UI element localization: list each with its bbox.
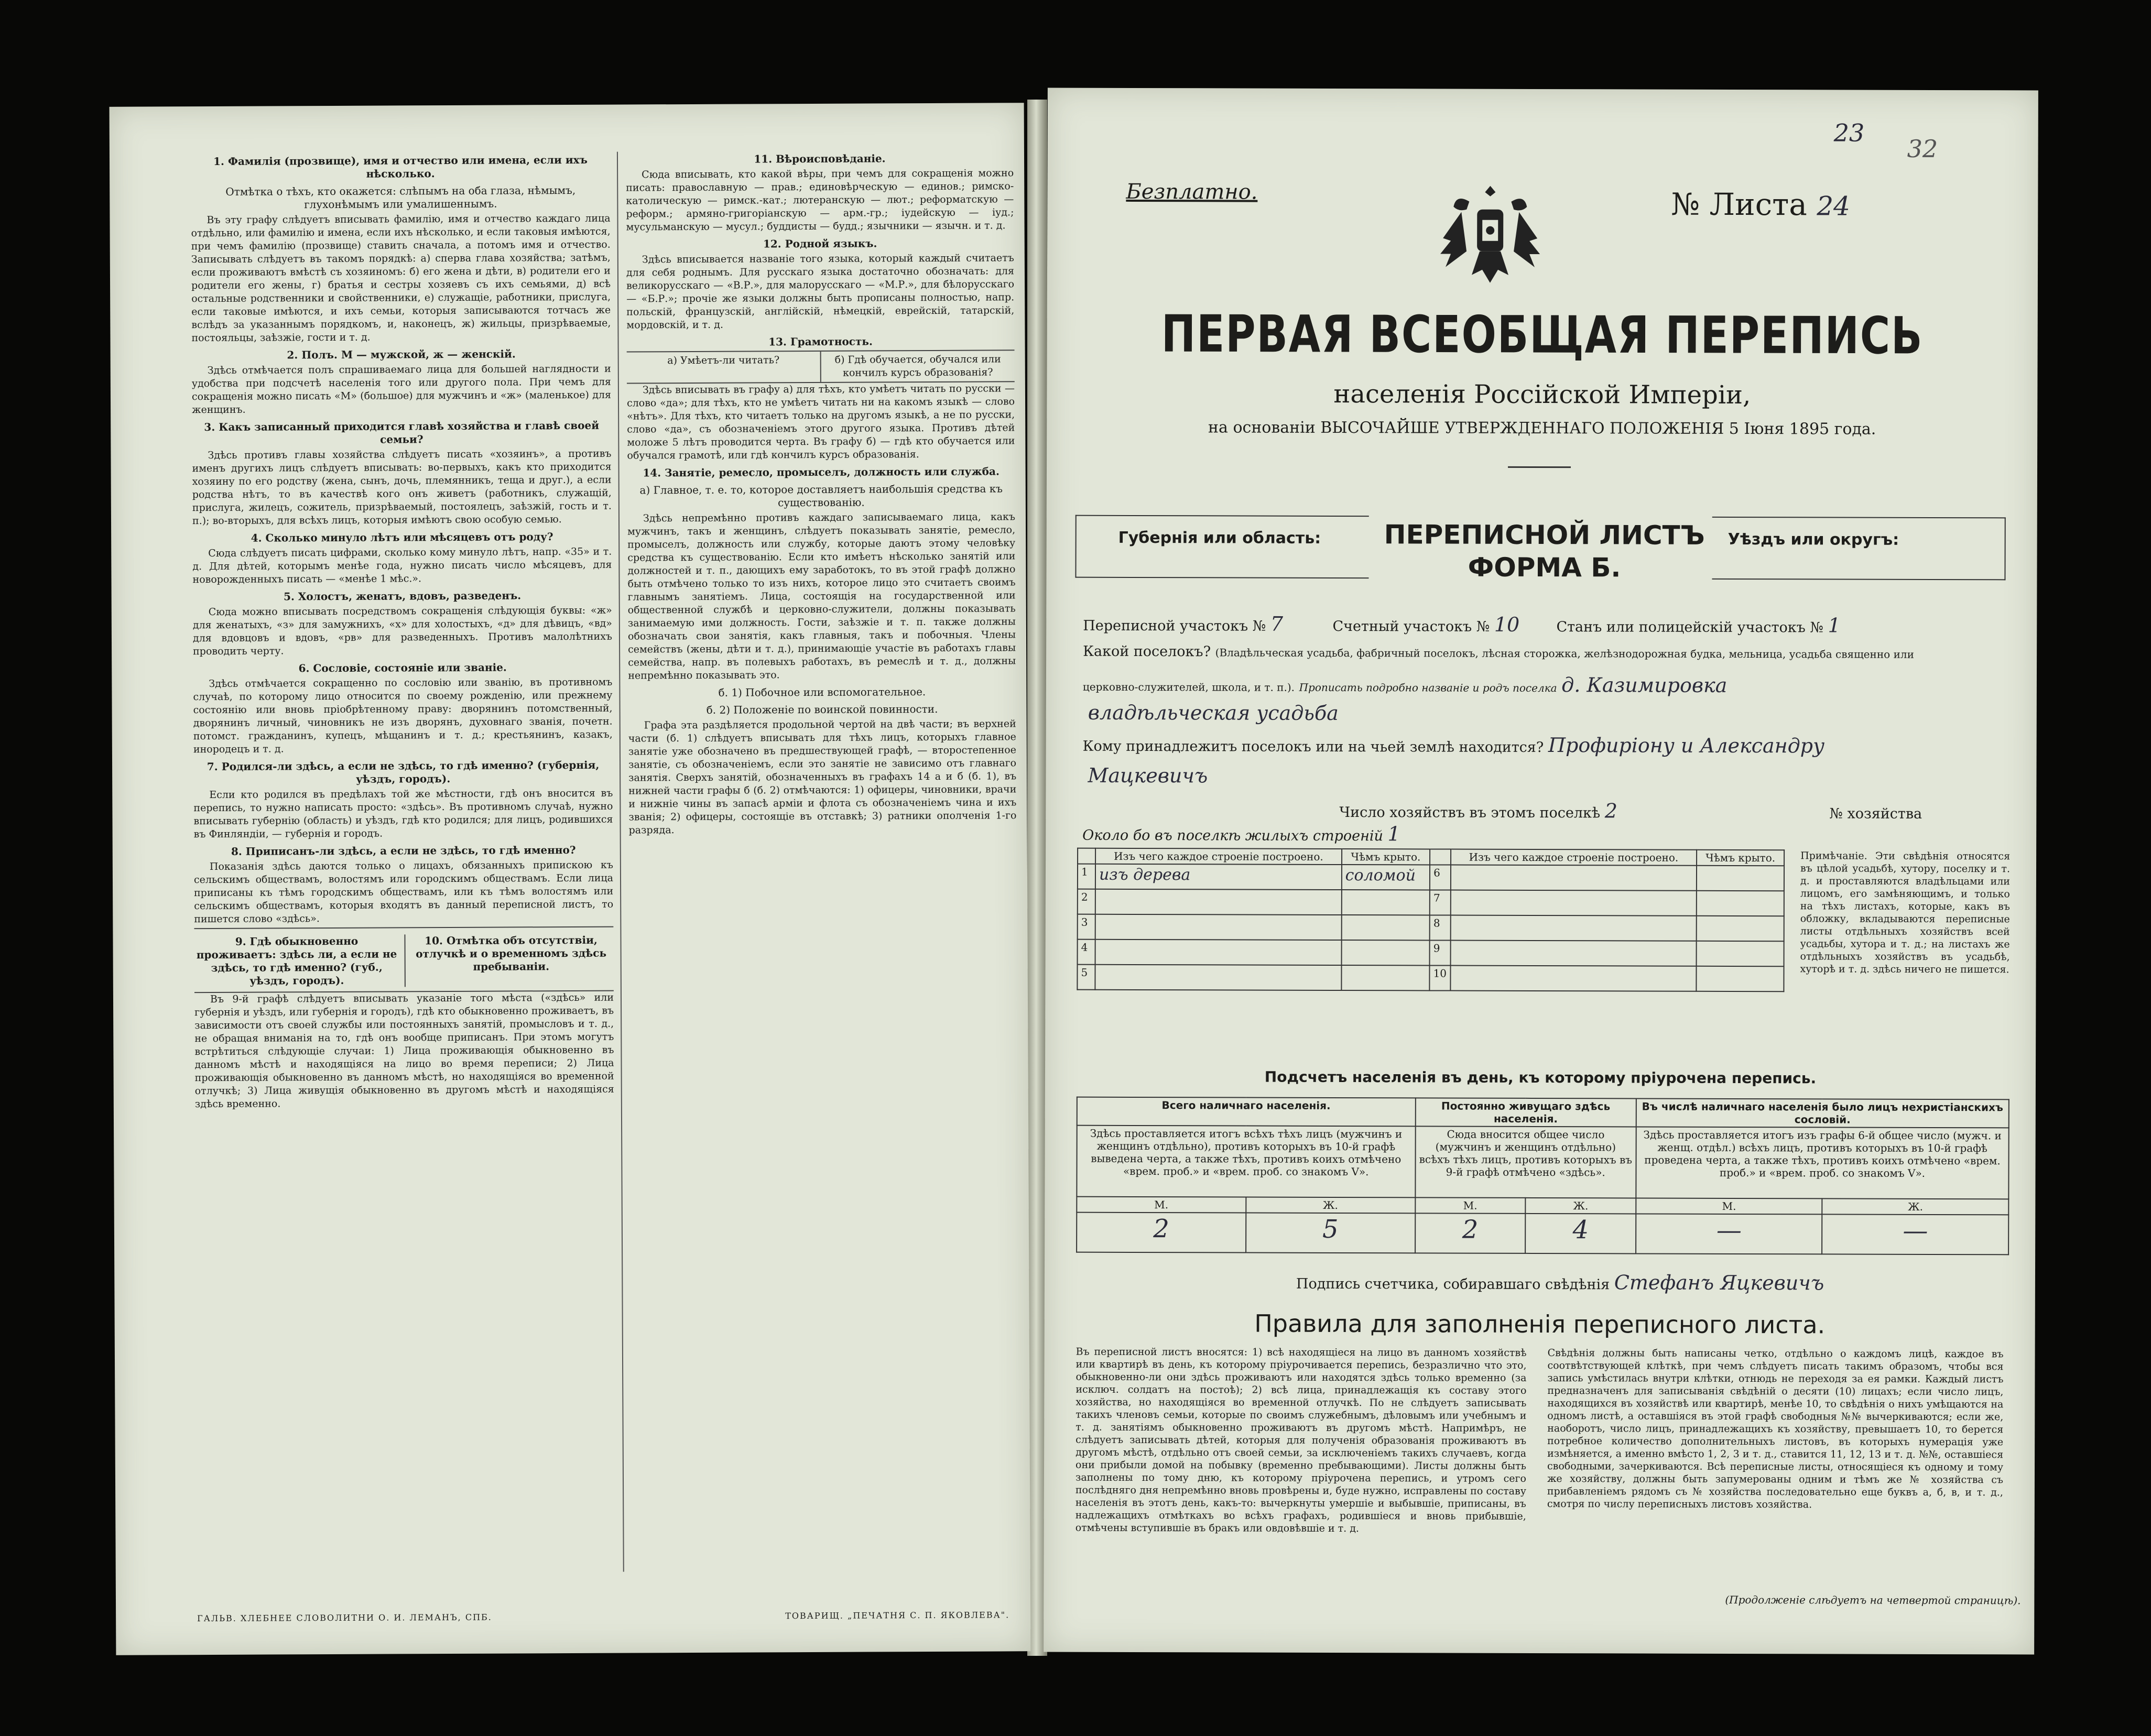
section-14-text: Здѣсь непремѣнно противъ каждаго записываемаго лица, какъ мужчинъ, такъ и женщинъ, слѣдуетъ показывать занятіе, ремесло, промыселъ, должность или службу, которые даютъ этому человѣку средства къ существованію. Если кто имѣетъ нѣсколько занятій или должностей и т. п., дающихъ ему заработокъ, то въ этой графѣ должно быть отмѣчено только то изъ нихъ, которое лицо это считаетъ своимъ главнымъ занятіемъ. Лица, состоящія на государственной или общественной службѣ и церковно-служители, должны показывать занимаемую ими должность. Гости, заѣзжіе и т. п. также должны обозначать свои занятія, какъ главныя, такъ и побочныя. Члены семействъ (жены, дѣти и т. д.), принимающіе участіе въ работахъ главы семейства, напр. въ полевыхъ работахъ, въ ремеслѣ и т. д., должны непремѣнно показывать это. <box>627 511 1016 682</box>
resident-male: 2 <box>1415 1213 1526 1253</box>
table-row: 1 изъ дерева соломой 6 <box>1078 864 1784 891</box>
section-12-heading: 12. Родной языкъ. <box>763 237 877 250</box>
uezd-label: Уѣздъ или округъ: <box>1728 530 1899 549</box>
section-10-heading: 10. Отмѣтка объ отсутствіи, отлучкѣ и о временномъ здѣсь пребываніи. <box>404 934 613 987</box>
bld-header-material-left: Изъ чего каждое строеніе построено. <box>1095 848 1342 865</box>
archive-number-2: 32 <box>1907 134 1938 163</box>
sheet-number-label: № Листа 24 <box>1671 186 1850 223</box>
tally-desc-present: Здѣсь проставляется итогъ всѣхъ тѣхъ лицъ (мужчинъ и женщинъ отдѣльно), противъ которыхъ въ 10-й графѣ выведена черта, а также тѣхъ, противъ коихъ отмѣчено «врем. проб.» и «врем. проб. со знакомъ V». <box>1077 1126 1415 1198</box>
table-row: 3 8 <box>1078 914 1784 942</box>
section-14-subheading: а) Главное, т. е. то, которое доставляетъ наибольшія средства къ существованію. <box>639 482 1003 509</box>
section-14b-text: Графа эта раздѣляется продольной чертой на двѣ части; въ верхней части (б. 1) слѣдуетъ вписывать для тѣхъ лицъ, которыхъ главное занятіе уже обозначено въ предшествующей графѣ, — второстепенное занятіе, съ обозначеніемъ, если это занятіе не зависимо отъ главнаго занятія. Сверхъ занятій, обозначенныхъ въ графахъ 14 а и б (б. 1), въ нижней части графы б (б. 2) отмѣчаются: 1) офицеры, чиновники, врачи и нижніе чины въ запасѣ арміи и флота съ обозначеніемъ чина и ихъ званія; 2) офицеры, состоящіе въ отставкѣ; 3) ратники ополченія 1-го разряда. <box>628 718 1017 836</box>
title-rule <box>1508 466 1571 468</box>
right-page-census-form <box>1044 88 2038 1655</box>
section-6-text: Здѣсь отмѣчается сокращенно по сословію или званію, въ противномъ случаѣ, по которому лицо относится по своему рожденію, или прежнему состоянію или вновь пріобрѣтенному праву: дворянинъ потомственный, дворянинъ личный, чиновникъ не изъ дворянъ, духовнаго званія, почетн. потомст. гражданинъ, купецъ, мѣщанинъ и т. д.; крестьянинъ, казакъ, инородецъ и т. д. <box>193 676 613 756</box>
non-christian-female: — <box>1822 1214 2009 1254</box>
instructions-column-2 <box>626 147 1020 1574</box>
form-title-line-1: ПЕРЕПИСНОЙ ЛИСТЪ <box>1384 519 1705 551</box>
section-9-text: Въ 9-й графѣ слѣдуетъ вписывать указаніе того мѣста («здѣсь» или губернія и уѣздъ, или губернія и городъ), гдѣ кто обыкновенно проживаетъ, въ зависимости отъ своей службы или постоянныхъ занятій, промысловъ и т. д., не обращая вниманія на то, гдѣ онъ вообще приписанъ. При этомъ могутъ встрѣтиться слѣдующіе случаи: 1) Лица проживающія обыкновенно въ данномъ мѣстѣ и находящіяся на лицо во время переписи; 2) Лица проживающія обыкновенно въ данномъ мѣстѣ, но находящіяся во временной отлучкѣ; 3) Лица живущія обыкновенно въ другомъ мѣстѣ и находящіяся здѣсь временно. <box>194 991 614 1110</box>
archive-number-1: 23 <box>1833 118 1865 147</box>
bld-1-roof: соломой <box>1342 865 1430 890</box>
left-page-instructions <box>110 103 1031 1655</box>
left-printer-imprint: ГАЛЬВ. ХЛЕБНЕЕ СЛОВОЛИТНИ О. И. ЛЕМАНЪ, СПБ. <box>197 1612 492 1624</box>
section-13b-label: б) Гдѣ обучается, обучался или кончилъ курсъ образованія? <box>820 351 1015 382</box>
section-5-heading: 5. Холостъ, женатъ, вдовъ, разведенъ. <box>283 589 522 603</box>
table-row: 5 10 <box>1077 965 1784 992</box>
section-3-text: Здѣсь противъ главы хозяйства слѣдуетъ писать «хозяинъ», а противъ именъ другихъ лицъ слѣдуетъ вписывать: во-первыхъ, какъ кто приходится хозяину по его родству (жена, сынъ, дочь, племянникъ, теща и друг.), а если родства нѣтъ, то въ качествѣ кого онъ живетъ (работникъ, служащій, прислуга, жилецъ, сожитель, призрѣваемый, постоялецъ, заѣзжій, гость и т. п.); во-вторыхъ, для всѣхъ лицъ, которыя имѣютъ свою особую семью. <box>192 447 612 527</box>
section-8-text: Показанія здѣсь даются только о лицахъ, обязанныхъ припискою къ сельскимъ обществамъ, волостямъ или городскимъ обществамъ. Если лица приписаны къ тѣмъ городскимъ обществамъ, или къ тѣмъ волостямъ или сельскимъ обществамъ, которыя входятъ въ данный переписной листъ, то пишется слово «здѣсь». <box>193 859 614 925</box>
rules-column-right: Свѣдѣнія должны быть написаны четко, отдѣльно о каждомъ лицѣ, каждое въ соотвѣтствующей клѣткѣ, при чемъ слѣдуетъ писать такимъ образомъ, чтобы вся запись умѣстилась внутри клѣтки, отнюдь не переходя за ея рамки. Каждый листъ предназначенъ для записыванія свѣдѣній о десяти (10) лицахъ; если число лицъ, находящихся въ хозяйствѣ или квартирѣ, менѣе 10, то свѣдѣнія о нихъ умѣщаются на одномъ листѣ, а оставшіяся въ этой графѣ свободныя №№ вычеркиваются; если же, наоборотъ, число лицъ, принадлежащихъ къ хозяйству, превышаетъ 10, то берется потребное количество дополнительныхъ листовъ, въ которыхъ нумерація уже измѣняется, а именно вмѣсто 1, 2, 3 и т. д., ставится 11, 12, 13 и т. д. №№, оставшіеся свободными, зачеркиваются. Всѣ переписные листы, относящіеся къ одному и тому же хозяйству, должны быть запумерованы одним и тѣмъ же № хозяйства съ прибавленіемъ рядомъ съ № хозяйства последовательно еще буквъ а, б, в, и т. д., смотря по числу переписныхъ листовъ хозяйства. <box>1547 1347 2004 1511</box>
section-3-heading: 3. Какъ записанный приходится главѣ хозяйства и главѣ своей семьи? <box>204 419 600 446</box>
section-4-text: Сюда слѣдуетъ писать цифрами, сколько кому минуло лѣтъ, напр. «35» и т. д. Для дѣтей, которымъ менѣе года, нужно писать число мѣсяцевъ, для новорожденныхъ писать — «менѣе 1 мѣс.». <box>192 545 612 586</box>
section-14b2-heading: б. 2) Положеніе по воинской повинности. <box>706 702 938 716</box>
section-1-heading: 1. Фамилія (прозвище), имя и отчество или имена, если ихъ нѣсколько. <box>213 153 588 180</box>
population-tally-table: Всего наличнаго населенія. Постоянно живущаго здѣсь населенія. Въ числѣ наличнаго населенія было лицъ нехристіанскихъ сословій. Здѣсь проставляется итогъ всѣхъ тѣхъ лицъ (мужчинъ и женщинъ отдѣльно), противъ которыхъ въ 10-й графѣ выведена черта, а также тѣхъ, противъ коихъ отмѣчено «врем. проб.» и «врем. проб. со знакомъ V». Сюда вносится общее число (мужчинъ и женщинъ отдѣльно) всѣхъ тѣхъ лицъ, противъ которыхъ въ 9-й графѣ отмѣчено «здѣсь». Здѣсь проставляется итогъ изъ графы 6-й общее число (мужч. и женщ. отдѣл.) всѣхъ лицъ, противъ которыхъ въ 10-й графѣ проведена черта, а также тѣхъ, противъ коихъ отмѣчено «врем. проб.» и «врем. проб. со знакомъ V». М. Ж. М. Ж. М. Ж. 2 5 2 4 — — <box>1076 1097 2009 1255</box>
section-11-heading: 11. Вѣроисповѣданіе. <box>754 152 886 166</box>
tally-header-present: Всего наличнаго населенія. <box>1077 1097 1416 1127</box>
gubernia-box <box>1075 515 1368 578</box>
census-legal-basis: на основаніи ВЫСОЧАЙШЕ УТВЕРЖДЕННАГО ПОЛОЖЕНІЯ 5 Іюня 1895 года. <box>1208 418 1876 439</box>
section-2-heading: 2. Полъ. М — мужской, ж — женскій. <box>287 347 516 362</box>
section-4-heading: 4. Сколько минуло лѣтъ или мѣсяцевъ отъ роду? <box>251 530 553 544</box>
section-11-text: Сюда вписывать, кто какой вѣры, при чемъ для сокращенія можно писать: православную — прав.; единовѣрческую — единов.; римско-католическую — римск.-кат.; лютеранскую — лют.; реформатскую — реформ.; армяно-григоріанскую — арм.-гр.; іудейскую — іуд.; мусульманскую — мусул.; буддисты — будд.; язычники — язычн. и т. д. <box>626 167 1014 233</box>
section-12-text: Здѣсь вписывается названіе того языка, который каждый считаетъ для себя роднымъ. Для русскаго языка достаточно обозначать: для великорусскаго — «В.Р.», для малорусскаго — «М.Р.», для бѣлорусскаго — «Б.Р.»; прочіе же языки должны быть прописаны полностью, напр. польскій, французскій, англійскій, нѣмецкій, еврейскій, татарскій, мордовскій, и т. д. <box>626 252 1015 331</box>
tally-desc-non-christian: Здѣсь проставляется итогъ изъ графы 6-й общее число (мужч. и женщ. отдѣл.) всѣхъ лицъ, противъ которыхъ въ 10-й графѣ проведена черта, а также тѣхъ, противъ коихъ отмѣчено «врем. проб.» и «врем. проб. со знакомъ V». <box>1636 1127 2008 1199</box>
present-female: 5 <box>1246 1213 1415 1253</box>
census-subtitle: населенія Россійской Имперіи, <box>1333 379 1751 410</box>
section-13a-label: а) Умѣетъ-ли читать? <box>667 354 780 367</box>
settlement-type-line: Какой поселокъ? (Владѣльческая усадьба, фабричный поселокъ, лѣсная сторожка, желѣзнодорожная будка, мельница, усадьба священно или <box>1083 643 1914 661</box>
instructions-column-1 <box>191 149 616 1576</box>
sheet-number-value: 24 <box>1817 191 1850 222</box>
present-male: 2 <box>1077 1213 1246 1253</box>
census-title: ПЕРВАЯ ВСЕОБЩАЯ ПЕРЕПИСЬ <box>1161 304 1924 366</box>
section-7-heading: 7. Родился-ли здѣсь, а если не здѣсь, то гдѣ именно? (губернія, уѣздъ, городъ). <box>207 758 600 785</box>
households-count-line: Число хозяйствъ въ этомъ поселкѣ 2 № хозяйства <box>1339 799 1922 823</box>
double-headed-eagle-emblem <box>1438 180 1543 291</box>
table-row: 4 9 <box>1078 940 1784 967</box>
section-9-heading: 9. Гдѣ обыкновенно проживаетъ: здѣсь ли, а если не здѣсь, то гдѣ именно? (губ., уѣздъ, городъ). <box>196 934 397 987</box>
rules-title: Правила для заполненія переписного листа. <box>1254 1309 1826 1339</box>
tally-desc-resident: Сюда вносится общее число (мужчинъ и женщинъ отдѣльно) всѣхъ тѣхъ лицъ, противъ которыхъ въ 9-й графѣ отмѣчено «здѣсь». <box>1415 1126 1636 1198</box>
table-row: 2 7 <box>1078 889 1784 916</box>
enumerator-signature-line: Подпись счетчика, собиравшаго свѣдѣнія Стефанъ Яцкевичъ <box>1296 1271 1824 1295</box>
tally-header-non-christian: Въ числѣ наличнаго населенія было лицъ нехристіанскихъ сословій. <box>1636 1098 2009 1128</box>
section-5-text: Сюда можно вписывать посредствомъ сокращенія слѣдующія буквы: «ж» для женатыхъ, «з» для замужнихъ, «х» для холостыхъ, «д» для дѣвицъ, «вд» для вдовцовъ и вдовъ, «рв» для разведенныхъ. Противъ малолѣтнихъ проводить черту. <box>192 604 613 658</box>
tally-header-resident: Постоянно живущаго здѣсь населенія. <box>1415 1098 1636 1127</box>
bld-header-roof-right: Чѣмъ крыто. <box>1697 850 1784 866</box>
column-divider <box>617 152 624 1572</box>
section-14-heading: 14. Занятіе, ремесло, промыселъ, должность или служба. <box>643 465 1000 479</box>
rules-continuation: (Продолженіе слѣдуетъ на четвертой страницѣ). <box>1725 1593 2021 1607</box>
free-of-charge-label: Безплатно. <box>1126 179 1258 204</box>
section-13-text: Здѣсь вписывать въ графу а) для тѣхъ, кто умѣетъ читать по русски — слово «да»; для тѣхъ, кто не умѣетъ читать ни на какомъ языкѣ — слово «нѣтъ». Для тѣхъ, кто читаетъ только на другомъ языкѣ, а не по русски, слово «да», съ обозначеніемъ этого другого языка. Противъ дѣтей моложе 5 лѣтъ проводится черта. Въ графу б) — гдѣ кто обучается или обучался грамотѣ, или гдѣ кончилъ курсъ образованія. <box>626 383 1015 462</box>
form-title <box>1361 518 1728 584</box>
resident-female: 4 <box>1525 1214 1636 1254</box>
section-7-text: Если кто родился въ предѣлахъ той же мѣстности, гдѣ онъ вносится въ перепись, то нужно написать просто: «здѣсь». Въ противномъ случаѣ, нужно вписывать губернію (область) и уѣздъ, гдѣ кто родился; для лицъ, родившихся въ Финляндіи, — губернія и городъ. <box>193 787 613 840</box>
buildings-note: Примѣчаніе. Эти свѣдѣнія относятся въ цѣлой усадьбѣ, хутору, поселку и т. д. и проставляются владѣльцами или лицомъ, его замѣняющимъ, и только на тѣхъ листахъ, которые, какъ въ обложку, вкладываются переписные листы отдѣльныхъ хозяйствъ всей усадьбы, хутора и т. д.; на листахъ же отдѣльныхъ хозяйствъ въ усадьбѣ, хуторѣ и т. д. здѣсь ничего не пишется. <box>1800 850 2011 976</box>
bld-header-material-right: Изъ чего каждое строеніе построено. <box>1451 849 1697 866</box>
bld-header-roof-left: Чѣмъ крыто. <box>1342 849 1430 865</box>
owner-line: Кому принадлежитъ поселокъ или на чьей землѣ находится? Профиріону и Александру <box>1082 734 1825 758</box>
form-title-line-2: ФОРМА Б. <box>1468 552 1621 583</box>
non-christian-male: — <box>1636 1214 1822 1254</box>
rules-column-left: Въ переписной листъ вносятся: 1) всѣ находящіеся на лицо въ данномъ хозяйствѣ или квартирѣ въ день, къ которому пріурочивается перепись, безразлично что это, обыкновенно-ли они здѣсь проживаютъ или находятся здѣсь только временно (за исключ. солдатъ на постоѣ); 2) всѣ лица, принадлежащія къ составу этого хозяйства, но находящіяся во временной отлучкѣ. По не слѣдуетъ записывать такихъ членовъ семьи, которые по своимъ служебнымъ, дѣловымъ или учебнымъ и т. д. занятіямъ обыкновенно проживаютъ въ другомъ мѣстѣ. Напримѣръ, не слѣдуетъ записывать дѣтей, которыя для полученія образованія проживаютъ въ другомъ мѣстѣ, отдѣльно отъ своей семьи, за исключеніемъ такихъ случаевъ, когда они прибыли домой на побывку (временно пребывающими). Листы должны быть заполнены по тому дню, къ которому пріурочена перепись, и утромъ сего послѣдняго дня непремѣнно вновь провѣрены и, буде нужно, исправлены по составу населенія въ этотъ день, какъ-то: вычеркнуты умершіе и выбывшіе, приписаны, въ надлежащихъ отмѣткахъ во всѣхъ графахъ, родившіеся и вновь прибывшіе, отмѣчены вступившіе въ бракъ или овдовѣвшіе и т. д. <box>1075 1346 1527 1535</box>
section-6-heading: 6. Сословіе, состояніе или званіе. <box>298 661 507 675</box>
section-2-text: Здѣсь отмѣчается полъ спрашиваемаго лица для большей наглядности и удобства при подсчетѣ населенія того или другого пола. При чемъ для сокращенія можно писать «М» (большое) для мужчинъ и «ж» (маленькое) для женщинъ. <box>191 363 612 416</box>
settlement-kind-handwritten: владѣльческая усадьба <box>1088 701 1339 725</box>
right-printer-imprint: ТОВАРИЩ. „ПЕЧАТНЯ С. П. ЯКОВЛЕВА". <box>785 1610 1010 1621</box>
district-line: Переписной участокъ № 7 Счетный участокъ № 10 Станъ или полицейскій участокъ № 1 <box>1083 612 1841 637</box>
buildings-count-line: Около бо въ поселкѣ жилыхъ строеній 1 <box>1082 822 1400 846</box>
uezd-box <box>1712 517 2005 580</box>
section-13-heading: 13. Грамотность. <box>768 335 873 348</box>
tally-title: Подсчетъ населенія въ день, къ которому пріурочена перепись. <box>1264 1068 1817 1087</box>
enumerator-signature: Стефанъ Яцкевичъ <box>1614 1271 1824 1295</box>
section-1-subheading: Отмѣтка о тѣхъ, кто окажется: слѣпымъ на оба глаза, нѣмымъ, глухонѣмымъ или умалишеннымъ. <box>225 183 576 211</box>
section-14b1-heading: б. 1) Побочное или вспомогательное. <box>718 685 926 699</box>
section-1-text: Въ эту графу слѣдуетъ вписывать фамилію, имя и отчество каждаго лица отдѣльно, или фамилію и имена, если ихъ нѣсколько, и если таковыя имѣются, при чемъ фамилію (прозвище) ставить сначала, а потомъ имя и отчество. Записывать слѣдуетъ въ такомъ порядкѣ: а) сперва глава хозяйства; затѣмъ, если проживаютъ вмѣстѣ съ хозяиномъ: б) его жена и дѣти, в) родители его и родители его жены, г) братья и сестры хозяевъ съ ихъ семьями, д) всѣ остальные родственники и свойственники, е) служащіе, работники, прислуга, если таковые имѣются, и ихъ семьи, которыя записываются тотчасъ же вслѣдъ за указаннымъ порядкомъ, и, наконецъ, ж) жильцы, призрѣваемые, постояльцы, заѣзжіе, гости и т. д. <box>191 212 611 344</box>
settlement-name-line: церковно-служителей, школа, и т. п.). Прописать подробно названіе и родъ поселка д. Казимировка <box>1082 673 1728 697</box>
bld-1-material: изъ дерева <box>1095 864 1342 890</box>
tally-values-row <box>1077 1213 2008 1255</box>
buildings-table <box>1077 848 1785 992</box>
gubernia-label: Губернія или область: <box>1118 528 1321 548</box>
owner-surname-handwritten: Мацкевичъ <box>1088 763 1208 788</box>
section-8-heading: 8. Приписанъ-ли здѣсь, а если не здѣсь, то гдѣ именно? <box>231 843 576 858</box>
